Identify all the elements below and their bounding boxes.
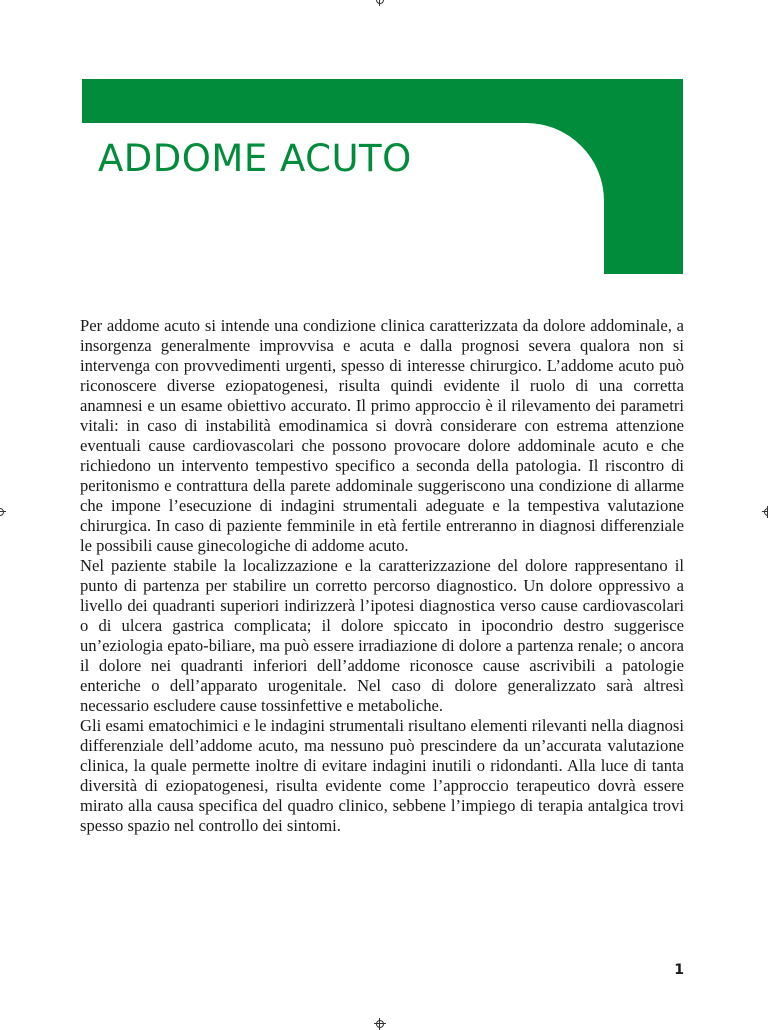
paragraph-2: Nel paziente stabile la localizzazione e la caratterizzazione del dolore rappresentano il punto di partenza per stabilire un corretto percorso diagnostico. Un dolore oppressivo a livello dei quadranti superiori indirizzerà l’ipotesi diagnostica verso cause cardiovascolari o di ulcera gastrica complicata; il dolore spiccato in ipocondrio destro suggerisce un’eziologia epato-biliare, ma può essere irradiazione di dolore a partenza renale; o ancora il dolore nei quadranti inferiori dell’addome riconosce cause ascrivibili a patologie enteriche o dell’apparato urogenitale. Nel caso di dolore generalizzato sarà altresì necessario escludere cause tossinfettive e metaboliche. bbox=[80, 556, 684, 715]
registration-mark-left bbox=[0, 506, 6, 518]
paragraph-1: Per addome acuto si intende una condizione clinica caratterizzata da dolore addominale, a insorgenza generalmente improvvisa e acuta e dalla prognosi severa qualora non si intervenga con provvedimenti urgenti, spesso di interesse chirurgico. L’addome acuto può riconoscere diverse eziopatogenesi, risulta quindi evidente il ruolo di una corretta anamnesi e un esame obiettivo accurato. Il primo approccio è il rilevamento dei parametri vitali: in caso di instabilità emodinamica si dovrà considerare con estrema attenzione eventuali cause cardiovascolari che possono provocare dolore addominale acuto e che richiedono un intervento tempestivo specifico a seconda della patologia. Il riscontro di peritonismo e contrattura della parete addominale suggeriscono una condizione di allarme che impone l’esecuzione di indagini strumentali adeguate e la tempestiva valutazione chirurgica. In caso di paziente femminile in età fertile entreranno in diagnosi differenziale le possibili cause ginecologiche di addome acuto. bbox=[80, 316, 684, 555]
paragraph-3: Gli esami ematochimici e le indagini strumentali risultano elementi rilevanti nella diagnosi differenziale dell’addome acuto, ma nessuno può prescindere da un’accurata valutazione clinica, la quale permette inoltre di evitare indagini inutili o ridondanti. Alla luce di tanta diversità di eziopatogenesi, risulta evidente come l’approccio terapeutico dovrà essere mirato alla causa specifica del quadro clinico, sebbene l’impiego di terapia antalgica trovi spesso spazio nel controllo dei sintomi. bbox=[80, 716, 684, 835]
registration-mark-top bbox=[374, 0, 386, 6]
chapter-title: ADDOME ACUTO bbox=[98, 137, 412, 180]
registration-mark-right bbox=[762, 506, 768, 518]
page-number: 1 bbox=[674, 962, 684, 978]
chapter-header-inner bbox=[82, 123, 604, 274]
registration-mark-bottom bbox=[374, 1018, 386, 1030]
body-text bbox=[80, 316, 684, 836]
chapter-header-frame bbox=[82, 79, 683, 274]
